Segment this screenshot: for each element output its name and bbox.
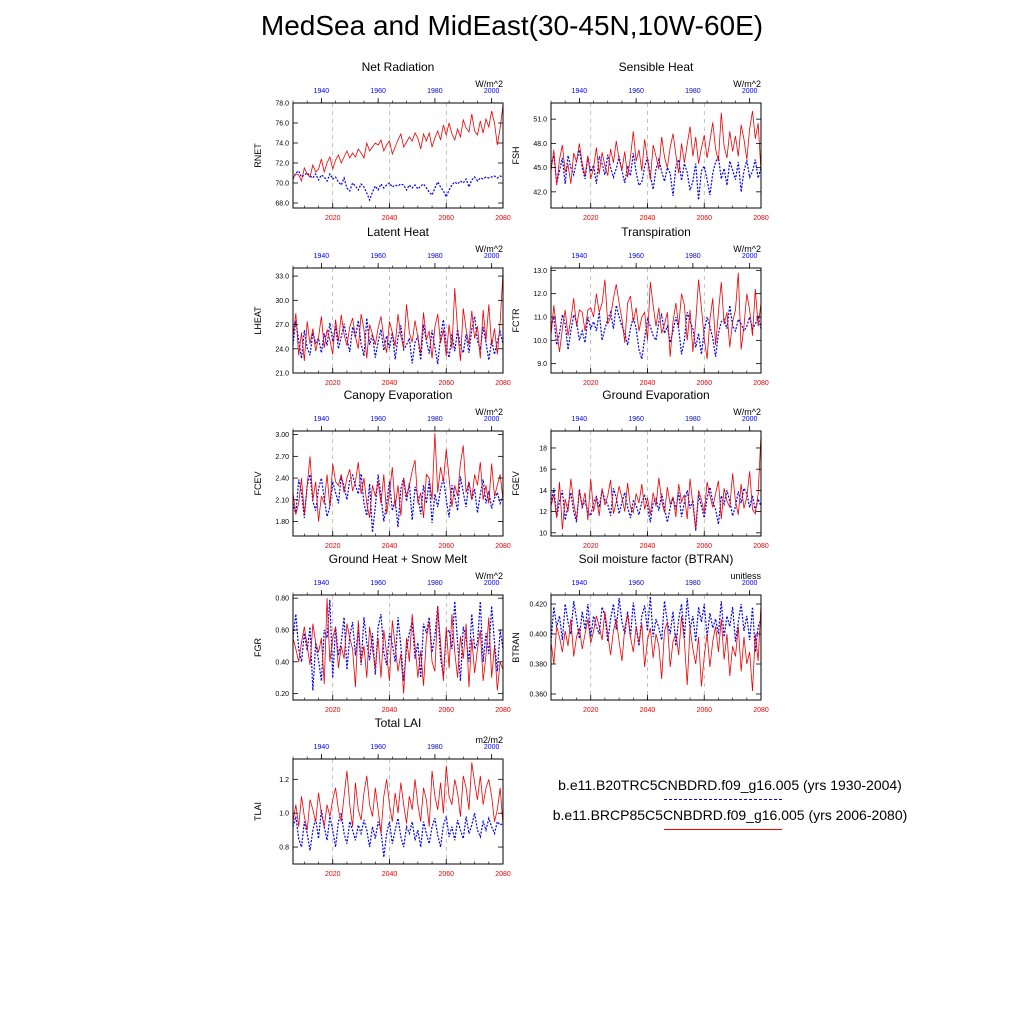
panel-units: W/m^2 [733,244,761,254]
x-top-tick-label: 1940 [313,88,330,95]
panel-fgr [253,552,511,714]
x-bottom-tick-label: 2020 [324,707,341,714]
x-top-tick-label: 1960 [628,253,644,260]
panel-btran [511,552,769,714]
x-top-tick-label: 1980 [685,580,701,587]
y-tick-label: 48.0 [533,140,547,148]
y-tick-label: 33.0 [275,273,289,281]
y-tick-label: 0.360 [529,691,547,699]
y-tick-label: 27.0 [275,322,289,330]
x-top-tick-label: 1940 [313,253,330,260]
y-tick-label: 70.0 [275,180,289,188]
panel-tlai [253,716,511,878]
series-line-future [293,272,503,361]
plot-frame [551,431,761,536]
y-tick-label: 11.0 [533,314,547,322]
y-tick-label: 0.420 [529,601,547,609]
y-tick-label: 72.0 [275,160,289,168]
legend-entry-historical [540,775,920,805]
y-tick-label: 78.0 [275,100,289,108]
x-bottom-tick-label: 2060 [438,543,455,550]
series-line-historical [551,487,761,530]
y-tick-label: 18 [539,445,547,453]
x-top-tick-label: 1940 [571,580,588,587]
x-top-tick-label: 1960 [370,744,386,751]
x-top-tick-label: 2000 [483,744,500,751]
x-top-tick-label: 1940 [313,416,330,423]
x-top-tick-label: 2000 [741,416,758,423]
panel-rnet [253,60,511,222]
y-tick-label: 2.70 [275,453,289,461]
figure-title: MedSea and MidEast(30-45N,10W-60E) [260,10,764,41]
y-tick-label: 45.0 [533,165,547,173]
x-top-tick-label: 1980 [427,744,443,751]
x-bottom-tick-label: 2080 [753,215,769,222]
x-bottom-tick-label: 2080 [495,707,511,714]
x-bottom-tick-label: 2040 [381,543,398,550]
y-tick-label: 16 [539,466,547,474]
plot-frame [293,103,503,208]
panel-title: Ground Heat + Snow Melt [328,552,468,566]
legend [540,775,920,835]
x-top-tick-label: 1940 [571,253,588,260]
x-bottom-tick-label: 2040 [381,380,398,387]
y-tick-label: 68.0 [275,200,289,208]
y-tick-label: 0.20 [275,691,289,699]
x-top-tick-label: 1960 [370,580,386,587]
panel-fsh [511,60,769,222]
x-bottom-tick-label: 2080 [495,871,511,878]
panel-units: W/m^2 [475,407,503,417]
x-top-tick-label: 1960 [370,88,386,95]
y-tick-label: 51.0 [533,116,547,124]
y-tick-label: 13.0 [533,267,547,275]
panel-units: unitless [730,571,761,581]
x-top-tick-label: 2000 [483,253,500,260]
y-tick-label: 10.0 [533,337,547,345]
x-bottom-tick-label: 2060 [438,380,455,387]
x-bottom-tick-label: 2020 [582,380,599,387]
x-bottom-tick-label: 2060 [438,215,455,222]
y-axis-label: TLAI [253,801,263,822]
x-top-tick-label: 1960 [370,416,386,423]
x-top-tick-label: 1980 [685,416,701,423]
x-bottom-tick-label: 2060 [696,215,713,222]
x-top-tick-label: 2000 [483,580,500,587]
x-bottom-tick-label: 2060 [696,707,713,714]
series-line-historical [293,171,503,200]
x-bottom-tick-label: 2040 [639,215,656,222]
y-tick-label: 9.0 [537,361,547,369]
legend-entry-future [540,805,920,835]
series-line-historical [293,810,503,857]
y-tick-label: 0.40 [275,659,289,667]
x-bottom-tick-label: 2040 [381,707,398,714]
y-axis-label: RNET [253,143,263,168]
x-bottom-tick-label: 2020 [582,543,599,550]
legend-swatch-future [664,829,782,830]
x-bottom-tick-label: 2060 [438,871,455,878]
panel-fcev [253,388,511,550]
panel-units: W/m^2 [475,571,503,581]
x-bottom-tick-label: 2060 [438,707,455,714]
y-tick-label: 42.0 [533,189,547,197]
x-top-tick-label: 1980 [427,253,443,260]
y-tick-label: 76.0 [275,120,289,128]
panel-title: Transpiration [621,225,691,239]
panel-title: Canopy Evaporation [343,388,453,402]
x-top-tick-label: 1960 [628,416,644,423]
series-line-future [293,433,503,521]
panel-units: W/m^2 [733,79,761,89]
legend-label-historical: b.e11.B20TRC5CNBDRD.f09_g16.005 (yrs 1930-2004) [558,777,902,793]
y-tick-label: 0.60 [275,627,289,635]
panel-title: Total LAI [374,716,422,730]
y-tick-label: 2.10 [275,497,289,505]
y-tick-label: 14 [539,487,547,495]
x-top-tick-label: 2000 [483,416,500,423]
legend-swatch-historical [664,799,782,800]
x-top-tick-label: 1960 [628,88,644,95]
x-top-tick-label: 1940 [313,580,330,587]
plot-frame [293,431,503,536]
panel-title: Net Radiation [361,60,435,74]
y-axis-label: FGEV [511,471,521,496]
plot-frame [551,268,761,373]
y-tick-label: 24.0 [275,346,289,354]
x-bottom-tick-label: 2080 [495,380,511,387]
panel-title: Ground Evaporation [602,388,710,402]
x-bottom-tick-label: 2080 [495,543,511,550]
legend-label-future: b.e11.BRCP85C5CNBDRD.f09_g16.005 (yrs 2006-2080) [552,807,908,823]
x-bottom-tick-label: 2060 [696,380,713,387]
y-tick-label: 0.380 [529,661,547,669]
x-bottom-tick-label: 2020 [324,380,341,387]
x-top-tick-label: 1960 [628,580,644,587]
x-top-tick-label: 2000 [741,253,758,260]
x-bottom-tick-label: 2040 [381,871,398,878]
panel-units: W/m^2 [475,79,503,89]
x-top-tick-label: 1980 [685,88,701,95]
panel-units: m2/m2 [475,735,503,745]
x-bottom-tick-label: 2040 [639,707,656,714]
y-tick-label: 12 [539,509,547,517]
y-tick-label: 74.0 [275,140,289,148]
x-bottom-tick-label: 2080 [753,707,769,714]
y-tick-label: 12.0 [533,291,547,299]
y-tick-label: 0.8 [279,844,289,852]
x-top-tick-label: 1980 [427,88,443,95]
y-tick-label: 3.00 [275,432,289,440]
x-bottom-tick-label: 2020 [324,871,341,878]
x-top-tick-label: 1940 [313,744,330,751]
x-bottom-tick-label: 2020 [582,707,599,714]
y-tick-label: 2.40 [275,475,289,483]
series-line-future [293,598,503,693]
y-axis-label: FGR [253,638,263,657]
x-bottom-tick-label: 2080 [753,380,769,387]
panel-fgev [511,388,769,550]
plot-frame [293,268,503,373]
x-bottom-tick-label: 2020 [324,215,341,222]
x-bottom-tick-label: 2080 [495,215,511,222]
x-top-tick-label: 1960 [370,253,386,260]
x-bottom-tick-label: 2040 [381,215,398,222]
panel-lheat [253,225,511,387]
x-top-tick-label: 1980 [427,416,443,423]
y-axis-label: FSH [511,146,521,165]
x-top-tick-label: 1980 [685,253,701,260]
panel-fctr [511,225,769,387]
series-line-historical [293,316,503,364]
series-line-future [551,273,761,359]
y-axis-label: BTRAN [511,632,521,663]
x-top-tick-label: 1940 [571,416,588,423]
x-bottom-tick-label: 2080 [753,543,769,550]
x-top-tick-label: 2000 [483,88,500,95]
x-top-tick-label: 2000 [741,88,758,95]
series-line-future [551,434,761,529]
y-tick-label: 1.0 [279,810,289,818]
panel-title: Latent Heat [366,225,430,239]
x-bottom-tick-label: 2020 [582,215,599,222]
series-line-future [293,762,503,833]
x-bottom-tick-label: 2060 [696,543,713,550]
panel-units: W/m^2 [733,407,761,417]
y-tick-label: 30.0 [275,297,289,305]
y-tick-label: 1.2 [279,776,289,784]
x-top-tick-label: 1980 [427,580,443,587]
x-bottom-tick-label: 2040 [639,380,656,387]
series-line-historical [551,597,761,653]
x-bottom-tick-label: 2040 [639,543,656,550]
y-axis-label: FCTR [511,308,521,333]
series-line-future [293,105,503,181]
panel-title: Sensible Heat [618,60,694,74]
panel-title: Soil moisture factor (BTRAN) [578,552,734,566]
y-tick-label: 1.80 [275,519,289,527]
x-top-tick-label: 1940 [571,88,588,95]
y-tick-label: 10 [539,530,547,538]
x-bottom-tick-label: 2020 [324,543,341,550]
y-axis-label: FCEV [253,471,263,496]
y-tick-label: 0.400 [529,631,547,639]
y-axis-label: LHEAT [253,306,263,335]
x-top-tick-label: 2000 [741,580,758,587]
series-line-future [551,111,761,185]
y-tick-label: 21.0 [275,370,289,378]
y-tick-label: 0.80 [275,595,289,603]
panel-units: W/m^2 [475,244,503,254]
